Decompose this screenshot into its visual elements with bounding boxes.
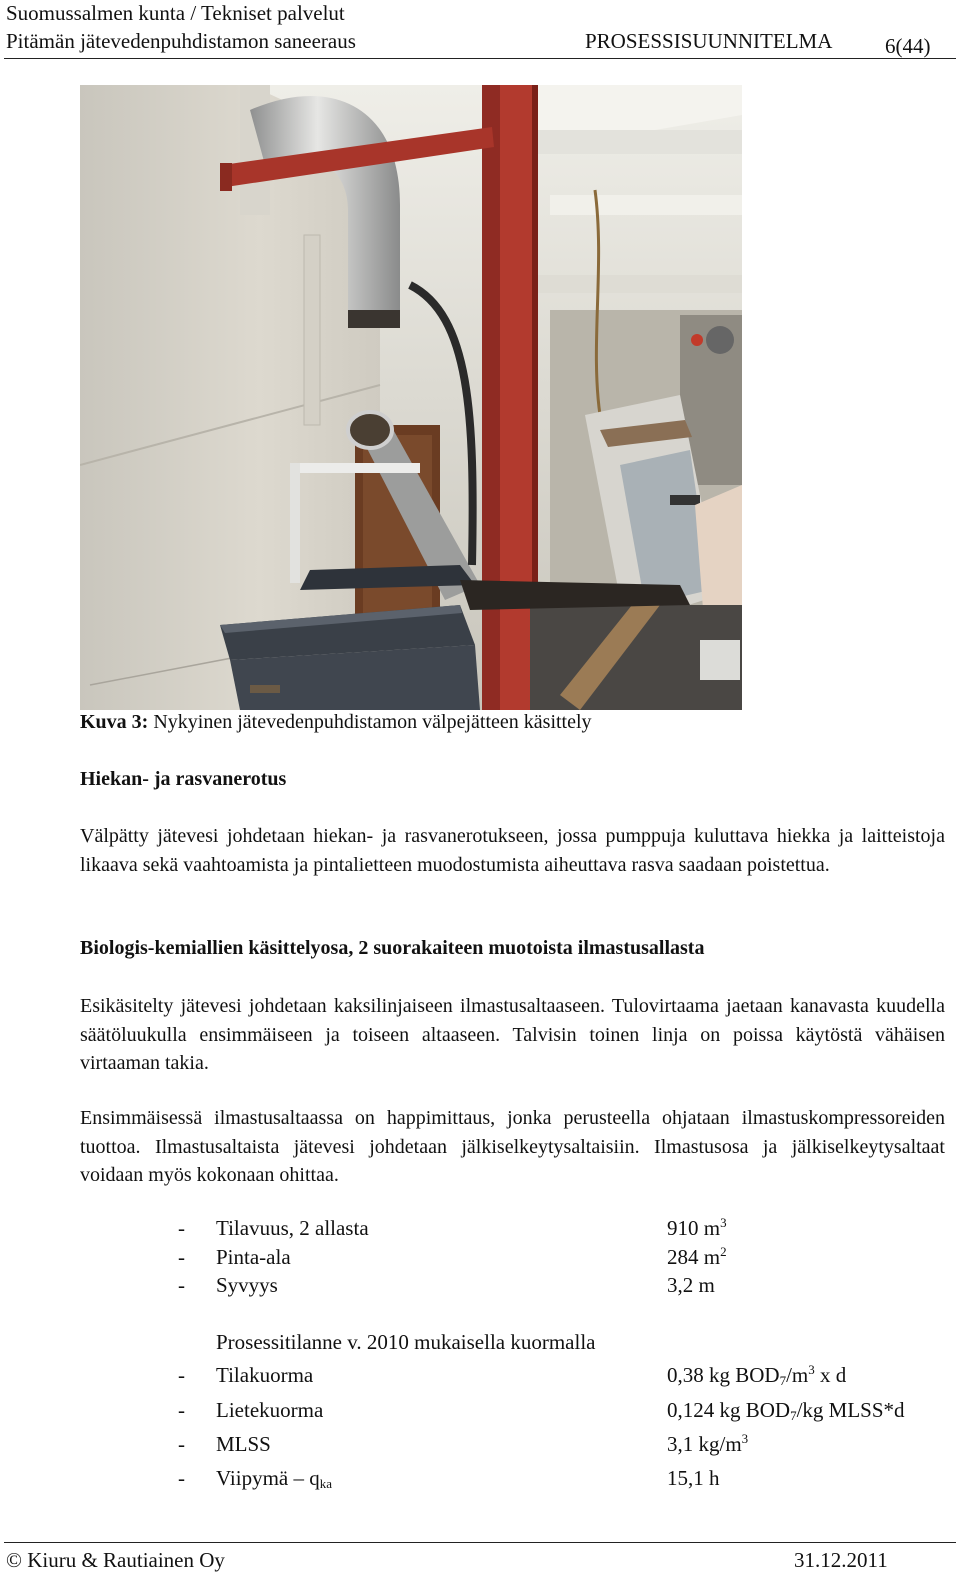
load-label-mlss: MLSS	[216, 1432, 271, 1456]
header-project: Pitämän jätevedenpuhdistamon saneeraus	[6, 29, 356, 53]
list-dash: -	[178, 1216, 185, 1240]
paragraph-hiekan: Välpätty jätevesi johdetaan hiekan- ja rasvanerotukseen, jossa pumppuja kuluttava hiekka ja laitteistoja likaava sekä vaahtoamista ja pintalietteen muodostumista aiheuttava rasva saadaan poistettua.	[80, 825, 945, 876]
header-page-number: 6(44)	[885, 34, 931, 58]
spec-value-syvyys: 3,2 m	[667, 1273, 715, 1297]
load-label-tilakuorma: Tilakuorma	[216, 1363, 314, 1387]
spec-label-pinta-ala: Pinta-ala	[216, 1245, 291, 1269]
list-dash: -	[178, 1432, 185, 1456]
spec-label-syvyys: Syvyys	[216, 1273, 278, 1297]
header-doc-type: PROSESSISUUNNITELMA	[585, 29, 833, 53]
footer-rule	[4, 1542, 956, 1543]
load-label-lietekuorma: Lietekuorma	[216, 1398, 324, 1422]
spec-value-tilavuus: 910 $m^3$	[667, 1215, 727, 1240]
load-value-lietekuorma: 0,124 kg $BOD_7/kg$ MLSS*d	[667, 1398, 905, 1423]
load-value-viipyma: 15,1 h	[667, 1466, 720, 1490]
figure-caption	[80, 711, 592, 734]
list-dash: -	[178, 1398, 185, 1422]
spec-label-tilavuus: Tilavuus, 2 allasta	[216, 1216, 369, 1240]
figure-photo	[80, 85, 742, 710]
paragraph-esikasitelty: Esikäsitelty jätevesi johdetaan kaksilinjaiseen ilmastusaltaaseen. Tulovirtaama jaetaan kanavasta kuudella säätöluukulla ensimmäiseen ja toiseen altaaseen. Talvisin toinen linja on poissa käytöstä vähäisen virtaaman takia.	[80, 995, 945, 1074]
list-dash: -	[178, 1273, 185, 1297]
spec-value-pinta-ala: 284 $m^2$	[667, 1244, 727, 1269]
section-heading-hiekan: Hiekan- ja rasvanerotus	[80, 768, 287, 790]
footer-company: © Kiuru & Rautiainen Oy	[6, 1548, 225, 1572]
load-conditions-title: Prosessitilanne v. 2010 mukaisella kuormalla	[216, 1330, 596, 1354]
load-label-viipyma: Viipymä – $q_{ka}$	[216, 1466, 333, 1491]
figure-label: Kuva 3:	[80, 711, 149, 733]
header-org: Suomussalmen kunta / Tekniset palvelut	[6, 1, 345, 25]
header-rule	[4, 58, 956, 59]
load-value-tilakuorma: 0,38 kg $BOD_7/m^3$ x d	[667, 1362, 847, 1388]
list-dash: -	[178, 1363, 185, 1387]
load-value-mlss: 3,1 $kg/m^3$	[667, 1431, 749, 1456]
section-heading-biologis: Biologis-kemiallien käsittelyosa, 2 suorakaiteen muotoista ilmastusallasta	[80, 937, 705, 959]
figure-caption-text: Nykyinen jätevedenpuhdistamon välpejätteen käsittely	[148, 711, 592, 733]
list-dash: -	[178, 1466, 185, 1490]
list-dash: -	[178, 1245, 185, 1269]
paragraph-ensimmaisessa: Ensimmäisessä ilmastusaltaassa on happimittaus, jonka perusteella ohjataan ilmastuskompressoreiden tuottoa. Ilmastusaltaista jätevesi johdetaan jälkiselkeytysaltaisiin. Ilmastusosa ja jälkiselkeytysaltaat voidaan myös kokonaan ohittaa.	[80, 1107, 945, 1186]
footer-date: 31.12.2011	[794, 1548, 888, 1572]
